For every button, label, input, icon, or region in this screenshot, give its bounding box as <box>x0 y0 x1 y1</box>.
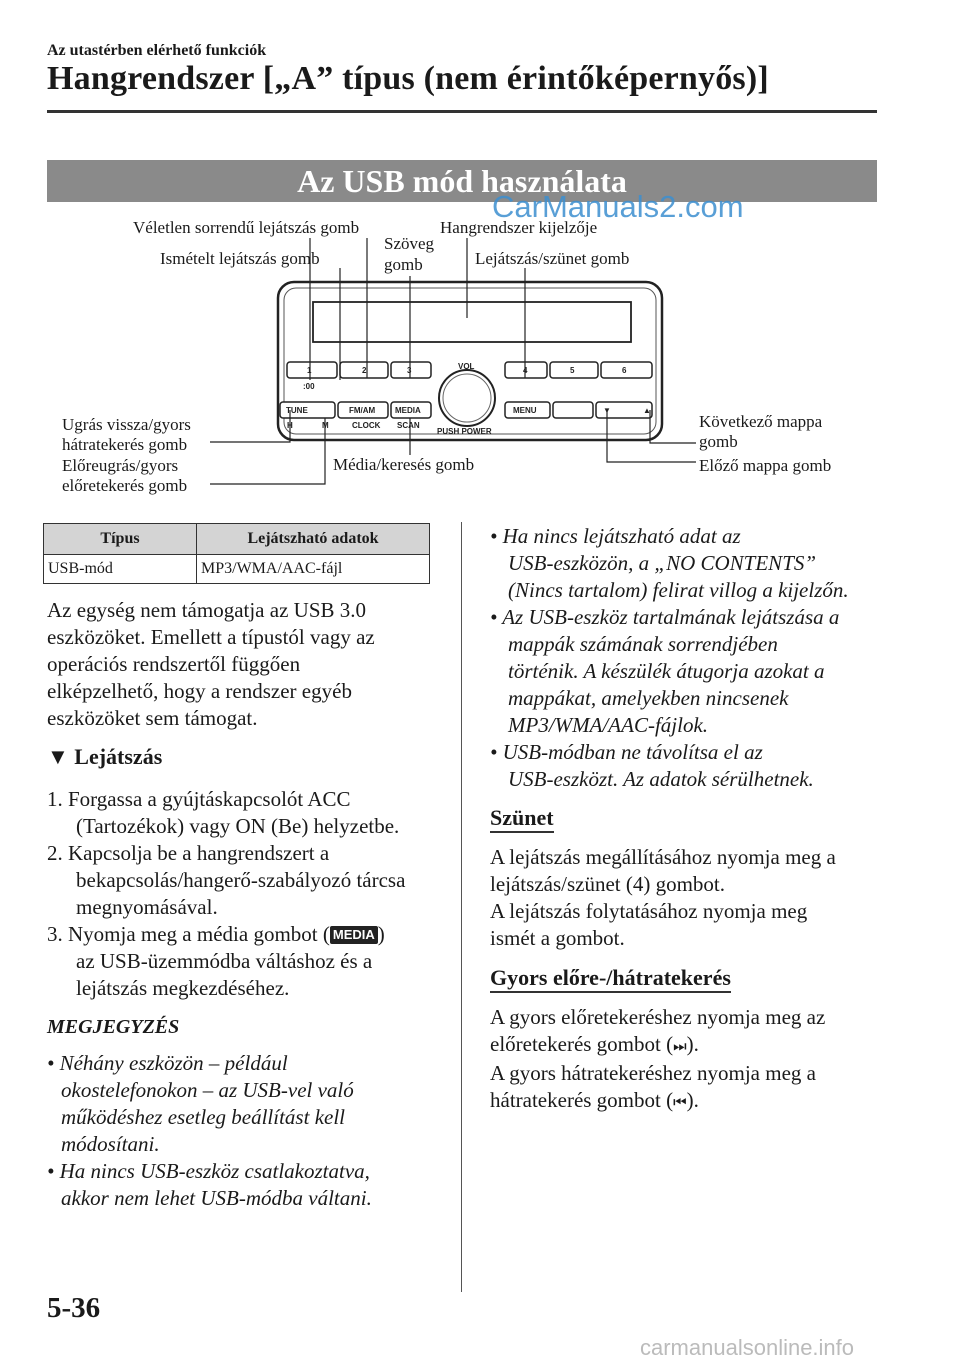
vol-label: VOL <box>458 362 475 371</box>
sub00-label: :00 <box>303 382 315 391</box>
clock-label: CLOCK <box>352 421 381 430</box>
list-item: • Ha nincs USB-eszköz csatlakoztatva, akkor nem lehet USB-módba váltani. <box>47 1159 372 1210</box>
media-label: MEDIA <box>395 406 421 415</box>
pause-paragraph: A lejátszás megállításához nyomja meg a lejátszás/szünet (4) gombot. A lejátszás folytatásához nyomja meg ismét a gombot. <box>490 845 836 950</box>
label-media-search: Média/keresés gomb <box>333 455 475 474</box>
label-fwd-2: előretekerés gomb <box>62 476 188 495</box>
menu-label: MENU <box>513 406 537 415</box>
list-item: • USB-módban ne távolítsa el az USB-eszközt. Az adatok sérülhetnek. <box>490 740 814 791</box>
push-power-label: PUSH POWER <box>437 427 492 436</box>
key-4-label: 4 <box>523 366 528 375</box>
pause-heading: Szünet <box>490 805 554 831</box>
playback-steps: 1. Forgassa a gyújtáskapcsolót ACC (Tartozékok) vagy ON (Be) helyzetbe. 2. Kapcsolja be a hangrendszert a bekapcsolás/hangerő-szabályozó tárcsa megnyomásával. 3. Nyomja meg a média gombot ( MEDIA ) az USB-üzemmódba váltáshoz és a lejátszás megkezdéséhez. <box>47 787 406 1000</box>
label-back-2: hátratekerés gomb <box>62 435 188 454</box>
label-text-1: Szöveg <box>384 234 435 253</box>
bullet-icon: • <box>490 605 498 629</box>
label-fwd-1: Előreugrás/gyors <box>62 456 179 475</box>
note-heading: MEGJEGYZÉS <box>47 1016 180 1038</box>
volume-knob <box>439 370 495 426</box>
intro-paragraph: Az egység nem támogatja az USB 3.0 eszközöket. Emellett a típustól vagy az operációs rendszertől függően elképzelhető, hogy a rendszer egyéb eszközöket sem támogat. <box>47 598 375 730</box>
up-label: ▲ <box>643 406 651 415</box>
section-header: Az utastérben elérhető funkciók <box>47 42 267 59</box>
label-next-folder-2: gomb <box>699 432 738 451</box>
rewind-icon: ⏮ <box>673 1093 687 1111</box>
key-1-label: 1 <box>307 366 312 375</box>
tune-label: TUNE <box>286 406 308 415</box>
table-cell: MP3/WMA/AAC-fájl <box>197 555 430 584</box>
note-list-left <box>47 1050 462 1212</box>
label-back-1: Ugrás vissza/gyors <box>62 415 191 434</box>
page-title: Hangrendszer [„A” típus (nem érintőképernyős)] <box>47 60 769 97</box>
key-2-label: 2 <box>362 366 367 375</box>
playback-heading: ▼ Lejátszás <box>47 744 163 769</box>
label-shuffle: Véletlen sorrendű lejátszás gomb <box>133 218 360 237</box>
key-5-label: 5 <box>570 366 575 375</box>
bullet-icon: • <box>47 1051 55 1075</box>
table-header-data: Lejátszható adatok <box>197 524 430 555</box>
note-list-right <box>490 523 930 793</box>
list-item: • Néhány eszközön – például okostelefonokon – az USB-vel való működéshez esetleg beállítást kell módosítani. <box>47 1051 354 1156</box>
carmanuals-watermark: CarManuals2.com <box>492 189 744 224</box>
ff-rw-heading: Gyors előre-/hátratekerés <box>490 965 731 991</box>
table-row <box>44 555 430 584</box>
label-repeat: Ismételt lejátszás gomb <box>160 249 320 268</box>
key-6-label: 6 <box>622 366 627 375</box>
audio-unit-diagram <box>0 0 960 520</box>
media-button-icon: MEDIA <box>330 926 378 944</box>
triangle-icon: ▼ <box>47 744 69 769</box>
footer-watermark: carmanualsonline.info <box>640 1335 855 1360</box>
m-label: M <box>322 421 329 430</box>
label-next-folder-1: Következő mappa <box>699 412 823 431</box>
bullet-icon: • <box>490 524 498 548</box>
h-label: H <box>287 421 293 430</box>
label-play-pause: Lejátszás/szünet gomb <box>475 249 630 268</box>
list-item: • Az USB-eszköz tartalmának lejátszása a mappák számának sorrendjében történik. A készülék átugorja azokat a mappákat, amelyekben nincsenek MP3/WMA/AAC-fájlok. <box>490 605 840 737</box>
table-cell: USB-mód <box>44 555 197 584</box>
playable-data-table <box>43 523 430 584</box>
audio-display <box>313 302 631 342</box>
list-item: • Ha nincs lejátszható adat az USB-eszközön, a „NO CONTENTS” (Nincs tartalom) felirat villog a kijelzőn. <box>490 524 849 602</box>
bullet-icon: • <box>47 1159 55 1183</box>
label-prev-folder: Előző mappa gomb <box>699 456 832 475</box>
fmam-label: FM/AM <box>349 406 376 415</box>
page-number: 5-36 <box>47 1292 101 1324</box>
ff-rw-paragraph: A gyors előretekeréshez nyomja meg az előretekerés gombot (⏭). A gyors hátratekeréshez nyomja meg a hátratekerés gombot (⏮). <box>490 1005 826 1112</box>
down-label: ▼ <box>603 406 611 415</box>
table-header-type: Típus <box>44 524 197 555</box>
bullet-icon: • <box>490 740 498 764</box>
label-display: Hangrendszer kijelzője <box>440 218 598 237</box>
fast-forward-icon: ⏭ <box>673 1037 687 1055</box>
key-3-label: 3 <box>407 366 412 375</box>
section-banner: Az USB mód használata <box>47 160 877 202</box>
scan-label: SCAN <box>397 421 420 430</box>
label-text-2: gomb <box>384 255 423 274</box>
